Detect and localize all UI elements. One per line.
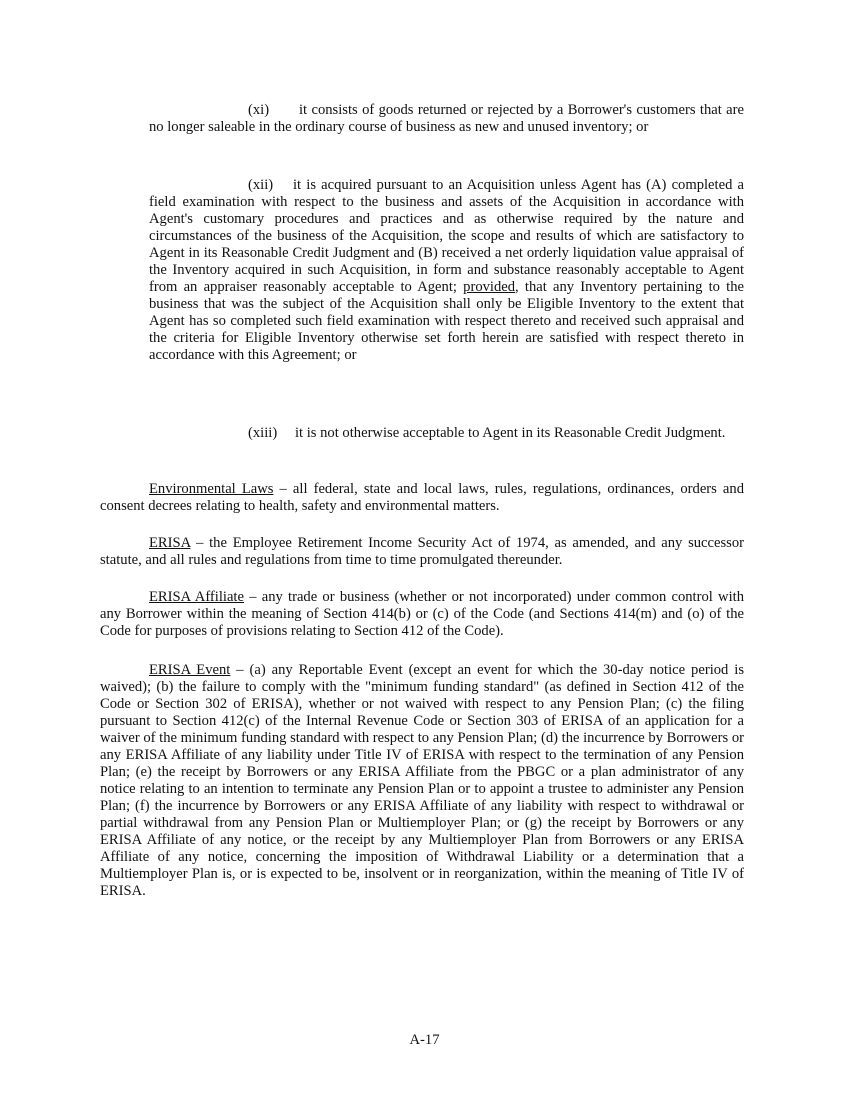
defined-term: ERISA Event: [149, 662, 231, 678]
clause-xii: [149, 177, 744, 364]
clause-number: (xi): [248, 102, 270, 118]
definition-erisa-event: [100, 662, 744, 900]
clause-text: it consists of goods returned or rejected by a Borrower's customers that are no longer saleable in the ordinary course of business as new and unused inventory; or: [149, 102, 744, 135]
definition-text: – any trade or business (whether or not incorporated) under common control with any Borrower within the meaning of Section 414(b) or (c) of the Code (and Sections 414(m) and (o) of the Code for purposes of provisions relating to Section 412 of the Code).: [100, 589, 745, 639]
definition-text: – the Employee Retirement Income Security Act of 1974, as amended, and any successor statute, and all rules and regulations from time to time promulgated thereunder.: [100, 535, 744, 568]
definition-environmental-laws: [100, 481, 744, 515]
definition-erisa-affiliate: [100, 589, 744, 640]
clause-text: it is not otherwise acceptable to Agent in its Reasonable Credit Judgment.: [295, 425, 726, 441]
defined-term: ERISA: [149, 535, 191, 551]
clause-text: it is acquired pursuant to an Acquisition unless Agent has (A) completed a field examination with respect to the business and assets of the Acquisition in accordance with Agent's customary procedures and practices and as otherwise required by the nature and circumstances of the business of the Acquisition, the scope and results of which are satisfactory to Agent in its Reasonable Credit Judgment and (B) received a net orderly liquidation value appraisal of the Inventory acquired in such Acquisition, in form and substance reasonably acceptable to Agent from an appraiser reasonably acceptable to Agent;: [149, 177, 744, 295]
defined-term: Environmental Laws: [149, 481, 274, 497]
clause-xi: [149, 102, 744, 136]
defined-term: ERISA Affiliate: [149, 589, 244, 605]
definition-erisa: [100, 535, 744, 569]
definition-text: – (a) any Reportable Event (except an event for which the 30-day notice period is waived); (b) the failure to comply with the "minimum funding standard" (as defined in Section 412 of the Code or Section 302 of ERISA), whether or not waived with respect to any Pension Plan; (c) the filing pursuant to Section 412(c) of the Internal Revenue Code or Section 303 of ERISA of an application for a waiver of the minimum funding standard with respect to any Pension Plan; (d) the incurrence by Borrowers or any ERISA Affiliate of any liability under Title IV of ERISA with respect to the termination of any Pension Plan; (e) the receipt by Borrowers or any ERISA Affiliate from the PBGC or a plan administrator of any notice relating to an intention to terminate any Pension Plan or to appoint a trustee to administer any Pension Plan; (f) the incurrence by Borrowers or any ERISA Affiliate of any liability with respect to withdrawal or partial withdrawal from any Pension Plan or Multiemployer Plan; or (g) the receipt by Borrowers or any ERISA Affiliate of any notice, or the receipt by any Multiemployer Plan from Borrowers or any ERISA Affiliate of any notice, concerning the imposition of Withdrawal Liability or a determination that a Multiemployer Plan is, or is expected to be, insolvent or in reorganization, within the meaning of Title IV of ERISA.: [100, 662, 745, 899]
defined-term: provided: [463, 279, 516, 295]
page-number: A-17: [409, 1032, 440, 1048]
clause-number: (xiii): [248, 425, 278, 441]
definition-text: – all federal, state and local laws, rules, regulations, ordinances, orders and consent decrees relating to health, safety and environmental matters.: [100, 481, 744, 514]
clause-text: , that any Inventory pertaining to the business that was the subject of the Acquisition shall only be Eligible Inventory to the extent that Agent has so completed such field examination with respect thereto and received such appraisal and the criteria for Eligible Inventory otherwise set forth herein are satisfied with respect thereto in accordance with this Agreement; or: [149, 279, 744, 363]
clause-number: (xii): [248, 177, 274, 193]
clause-xiii: [149, 425, 744, 442]
